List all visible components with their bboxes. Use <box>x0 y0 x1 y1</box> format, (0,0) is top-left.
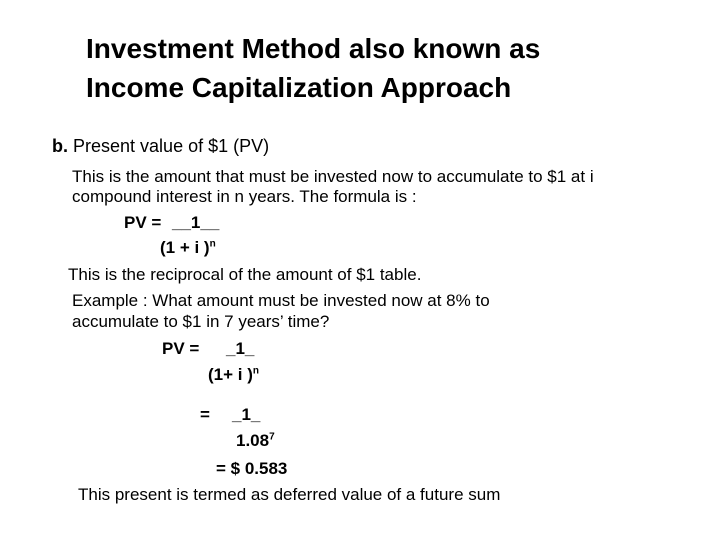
example-line-2: accumulate to $1 in 7 years’ time? <box>72 312 330 331</box>
formula1-exponent: n <box>209 238 216 250</box>
formula1-denominator-base: (1 + i ) <box>160 238 210 257</box>
formula1-numerator: __1__ <box>172 213 220 232</box>
formula3-exponent: 7 <box>269 431 275 443</box>
formula2-denominator <box>208 365 259 385</box>
formula2-lhs: PV = <box>162 339 200 358</box>
formula2-numerator: _1_ <box>226 339 255 358</box>
formula3-denominator-base: 1.08 <box>236 431 270 450</box>
formula3-denominator <box>236 431 275 451</box>
formula3-numerator: _1_ <box>232 405 261 424</box>
example-line-1: Example : What amount must be invested now at 8% to <box>72 291 490 310</box>
formula2-exponent: n <box>252 365 259 377</box>
formula3-equals: = <box>200 405 210 424</box>
formula1-denominator <box>160 238 216 258</box>
paragraph-line-2: compound interest in n years. The formula is : <box>72 187 417 206</box>
formula1-lhs: PV = <box>124 213 162 232</box>
conclusion-text: This present is termed as deferred value of a future sum <box>78 485 501 504</box>
formula-result: = $ 0.583 <box>216 459 288 478</box>
formula2-denominator-base: (1+ i ) <box>208 365 253 384</box>
section-heading <box>52 136 269 157</box>
section-heading-text: Present value of $1 (PV) <box>73 136 270 156</box>
slide-title-line-2: Income Capitalization Approach <box>86 72 512 103</box>
reciprocal-note: This is the reciprocal of the amount of $1 table. <box>68 265 422 284</box>
section-prefix: b. <box>52 136 68 156</box>
paragraph-line-1: This is the amount that must be invested now to accumulate to $1 at i <box>72 167 594 186</box>
slide-title-line-1: Investment Method also known as <box>86 33 541 64</box>
